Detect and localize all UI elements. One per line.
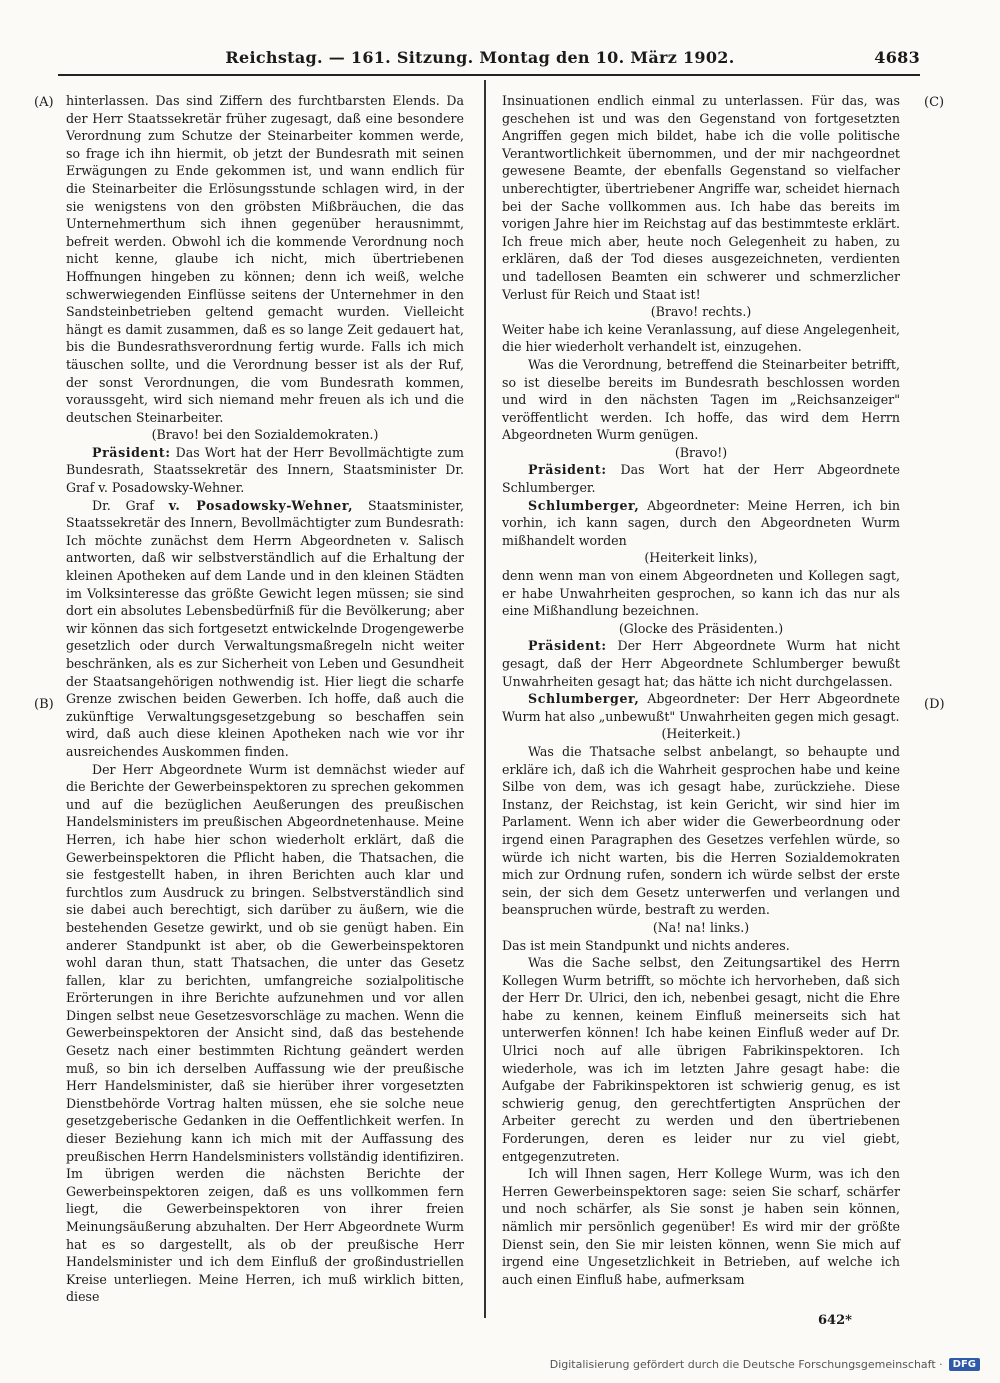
speech-text: Das Wort hat der Herr Abgeordnete Schlumberger.: [502, 462, 900, 496]
interjection: (Heiterkeit links),: [644, 550, 758, 566]
paragraph: Was die Sache selbst, den Zeitungsartikel des Herrn Kollegen Wurm betrifft, so möchte ich hervorheben, daß sich der Herr Dr. Ulrici, den ich, nebenbei gesagt, nicht die Ehre habe zu kennen, keinem Einfluß meinerseits sich hat unterwerfen können! Ich habe keinen Einfluß weder auf Dr. Ulrici noch auf alle übrigen Fabrikinspektoren. Ich wiederhole, was ich im letzten Jahre gesagt habe: die Aufgabe der Fabrikinspektoren ist schwierig genug, es ist schwierig genug, den gerechtfertigten Ansprüchen der Arbeiter gerecht zu werden und den übertriebenen Forderungen, deren es leider nur zu viel giebt, entgegenzutreten.: [502, 955, 900, 1164]
paragraph: Das ist mein Standpunkt und nichts anderes.: [502, 937, 790, 953]
speaker-name: v. Posadowsky-Wehner,: [168, 497, 354, 513]
paragraph: Was die Verordnung, betreffend die Steinarbeiter betrifft, so ist dieselbe bereits im Bundesrath beschlossen worden und wird in den nächsten Tagen im „Reichsanzeiger" veröffentlicht werden. Ich hoffe, das wird dem Herrn Abgeordneten Wurm genügen.: [502, 356, 900, 443]
running-title: Reichstag. — 161. Sitzung. Montag den 10. März 1902.: [225, 48, 735, 67]
column-divider: [484, 80, 486, 1318]
interjection: (Bravo! rechts.): [650, 304, 752, 320]
speech-text: Staatsminister, Staatssekretär des Innern, Bevollmächtigter zum Bundesrath: Ich möchte zunächst dem Herrn Abgeordneten v. Salisch antworten, daß wir selbstverständlich auf die Erhaltung der kleinen Apotheken auf dem Lande und in den kleinen Städten im Volksinteresse das größte Gewicht legen müssen; sie sind dort ein absolutes Lebensbedürfniß für die Bevölkerung; aber wir können das sich fortgesetzt entwickelnde Drogengewerbe gesetzlich oder durch Verwaltungsmaßregeln nicht weiter beschränken, als es zur Sicherheit von Leben und Gesundheit der Staatsangehörigen nothwendig ist. Hier liegt die scharfe Grenze zwischen beiden Gewerben. Ich hoffe, daß auch die zukünftige Verwaltungsgesetzgebung so beschaffen sein wird, daß auch diese kleinen Apotheken nach wie vor ihr ausreichendes Auskommen finden.: [66, 497, 464, 759]
speech-text: Der Herr Abgeordnete Wurm hat nicht gesagt, daß der Herr Abgeordnete Schlumberger bewußt Unwahrheiten gesagt hat; das hätte ich nicht durchgelassen.: [502, 638, 900, 689]
speaker-name: Präsident:: [528, 462, 607, 478]
interjection: (Bravo! bei den Sozialdemokraten.): [151, 427, 379, 443]
speaker-title: Dr. Graf: [92, 497, 169, 513]
footer: [550, 1358, 980, 1371]
paragraph: Weiter habe ich keine Veranlassung, auf diese Angelegenheit, die hier wiederholt verhandelt ist, einzugehen.: [502, 321, 900, 355]
running-header: [40, 48, 920, 70]
page-number: 4683: [874, 48, 920, 67]
interjection: (Na! na! links.): [652, 919, 750, 935]
margin-mark-d: (D): [924, 697, 945, 712]
speech-paragraph: [502, 497, 900, 550]
speech-paragraph: [502, 637, 900, 690]
interjection: (Glocke des Präsidenten.): [618, 620, 784, 636]
paragraph: Was die Thatsache selbst anbelangt, so behaupte und erkläre ich, daß ich die Wahrheit gesprochen habe und keine Silbe von dem, was ich gesagt habe, zurückziehe. Diese Instanz, der Reichstag, ist kein Gericht, wir sind hier im Parlament. Wenn ich aber wider die Gewerbeordnung oder irgend einen Paragraphen des Gesetzes verfehlen würde, so würde ich nicht warten, bis die Herren Sozialdemokraten mich zur Ordnung rufen, sondern ich würde selbst der erste sein, der sich dem Gesetz unterwerfen und verlangen und beanspruchen würde, bestraft zu werden.: [502, 743, 900, 918]
speech-text: Das Wort hat der Herr Bevollmächtigte zum Bundesrath, Staatssekretär des Innern, Staatsminister Dr. Graf v. Posadowsky-Wehner.: [66, 444, 464, 496]
paragraph: hinterlassen. Das sind Ziffern des furchtbarsten Elends. Da der Herr Staatssekretär früher zugesagt, daß eine besondere Verordnung zum Schutze der Steinarbeiter kommen werde, so frage ich ihn hiermit, ob jetzt der Bundesrath mit seinen Erwägungen zu Ende gekommen ist, und wann endlich für die Steinarbeiter die Erlösungsstunde schlagen wird, in der sie wenigstens von den gröbsten Mißbräuchen, die das Unternehmerthum sich ihnen gegenüber herausnimmt, befreit werden. Obwohl ich die kommende Verordnung noch nicht kenne, glaube ich nicht, mich übertriebenen Hoffnungen hingeben zu können; denn ich weiß, welche schwerwiegenden Einflüsse seitens der Unternehmer in den Sandsteinbetrieben geltend gemacht wurden. Vielleicht hängt es damit zusammen, daß es so lange Zeit gedauert hat, bis die Bundesrathsverordnung fertig wurde. Falls ich mich täuschen sollte, und die Verordnung besser ist als der Ruf, der sonst Verordnungen, die vom Bundesrath kommen, voraussgeht, wird sich niemand mehr freuen als ich und die deutschen Steinarbeiter.: [66, 93, 464, 425]
margin-mark-b: (B): [34, 697, 54, 712]
speech-text: Abgeordneter: Meine Herren, ich bin vorhin, ich kann sagen, durch den Abgeordneten Wurm mißhandelt worden: [502, 497, 900, 548]
header-rule: [58, 74, 920, 76]
right-column: [502, 92, 900, 1317]
margin-mark-a: (A): [34, 95, 54, 110]
interjection: (Bravo!): [674, 444, 728, 460]
interjection: (Heiterkeit.): [661, 726, 741, 742]
signature-mark: 642*: [818, 1313, 852, 1328]
paragraph: Der Herr Abgeordnete Wurm ist demnächst wieder auf die Berichte der Gewerbeinspektoren zu sprechen gekommen und auf die bezüglichen Aeußerungen des preußischen Handelsministers im preußischen Abgeordnetenhause. Meine Herren, ich habe hier schon wiederholt erklärt, daß die Gewerbeinspektoren die Pflicht haben, die Thatsachen, die sie festgestellt haben, in ihren Berichten auch klar und furchtlos zum Ausdruck zu bringen. Selbstverständlich sind sie dabei auch berechtigt, sich darüber zu äußern, wie die bestehenden Gesetze gewirkt, und ob sie genügt haben. Ein anderer Standpunkt ist aber, ob die Gewerbeinspektoren wohl daran thun, statt Thatsachen, die unter das Gesetz fallen, klar zu berichten, umfangreiche sozialpolitische Erörterungen in ihre Berichte aufzunehmen und vor allen Dingen selbst neue Gesetzesvorschläge zu machen. Wenn die Gewerbeinspektoren der Ansicht sind, daß das bestehende Gesetz nach einer bestimmten Richtung geändert werden muß, so bin ich derselben Auffassung wie der preußische Herr Handelsminister, daß sie hierüber ihrer vorgesetzten Dienstbehörde Vortrag halten müssen, ehe sie solche neue gesetzgeberische Gedanken in die Oeffentlichkeit werfen. In dieser Beziehung kann ich mich mit der Auffassung des preußischen Herrn Handelsministers vollständig identifiziren. Im übrigen werden die nächsten Berichte der Gewerbeinspektoren zeigen, daß es uns vollkommen fern liegt, die Gewerbeinspektoren von ihrer freien Meinungsäußerung abzuhalten. Der Herr Abgeordnete Wurm hat es so dargestellt, als ob der preußische Herr Handelsminister und ich dem Einfluß der großindustriellen Kreise unterliegen. Meine Herren, ich muß wirklich bitten, diese: [66, 761, 464, 1305]
margin-mark-c: (C): [924, 95, 945, 110]
speaker-name: Präsident:: [528, 638, 607, 654]
speech-text: Abgeordneter: Der Herr Abgeordnete Wurm hat also „unbewußt" Unwahrheiten gegen mich gesagt.: [502, 691, 900, 724]
speaker-name: Schlumberger,: [528, 497, 640, 513]
speech-paragraph: [502, 690, 900, 725]
speech-paragraph: [502, 461, 900, 496]
paragraph: Insinuationen endlich einmal zu unterlassen. Für das, was geschehen ist und was den Gegenstand von fortgesetzten Angriffen gegen mich bildet, habe ich die volle politische Verantwortlichkeit übernommen, und der mir nachgeordnet gewesene Beamte, der ebenfalls Gegenstand so vielfacher unberechtigter, übertriebener Angriffe war, scheidet hiernach bei der Sache vollkommen aus. Ich habe das bereits im vorigen Jahre hier im Reichstag auf das bestimmteste erklärt. Ich freue mich aber, heute noch Gelegenheit zu haben, zu erklären, daß der Tod dieses ausgezeichneten, verdienten und tadellosen Beamten ein schwerer und schmerzlicher Verlust für Reich und Staat ist!: [502, 93, 900, 302]
speaker-name: Schlumberger,: [528, 691, 640, 707]
speech-paragraph: [66, 444, 464, 497]
left-column: [66, 92, 464, 1322]
paragraph: denn wenn man von einem Abgeordneten und Kollegen sagt, er habe Unwahrheiten gesprochen, so kann ich das nur als eine Mißhandlung bezeichnen.: [502, 568, 900, 619]
footer-text: Digitalisierung gefördert durch die Deutsche Forschungsgemeinschaft ·: [549, 1358, 943, 1371]
paragraph: Ich will Ihnen sagen, Herr Kollege Wurm, was ich den Herren Gewerbeinspektoren sage: seien Sie scharf, schärfer und noch schärfer, als Sie sonst je haben sein können, nämlich mir persönlich gegenüber! Es wird mir der größte Dienst sein, den Sie mir leisten können, wenn Sie mich auf irgend eine Ungesetzlichkeit in Betrieben, auf welche ich auch einen Einfluß habe, aufmerksam: [502, 1166, 900, 1287]
speaker-name: Präsident:: [92, 444, 171, 460]
dfg-logo: DFG: [949, 1358, 980, 1371]
speech-paragraph: [66, 497, 464, 761]
